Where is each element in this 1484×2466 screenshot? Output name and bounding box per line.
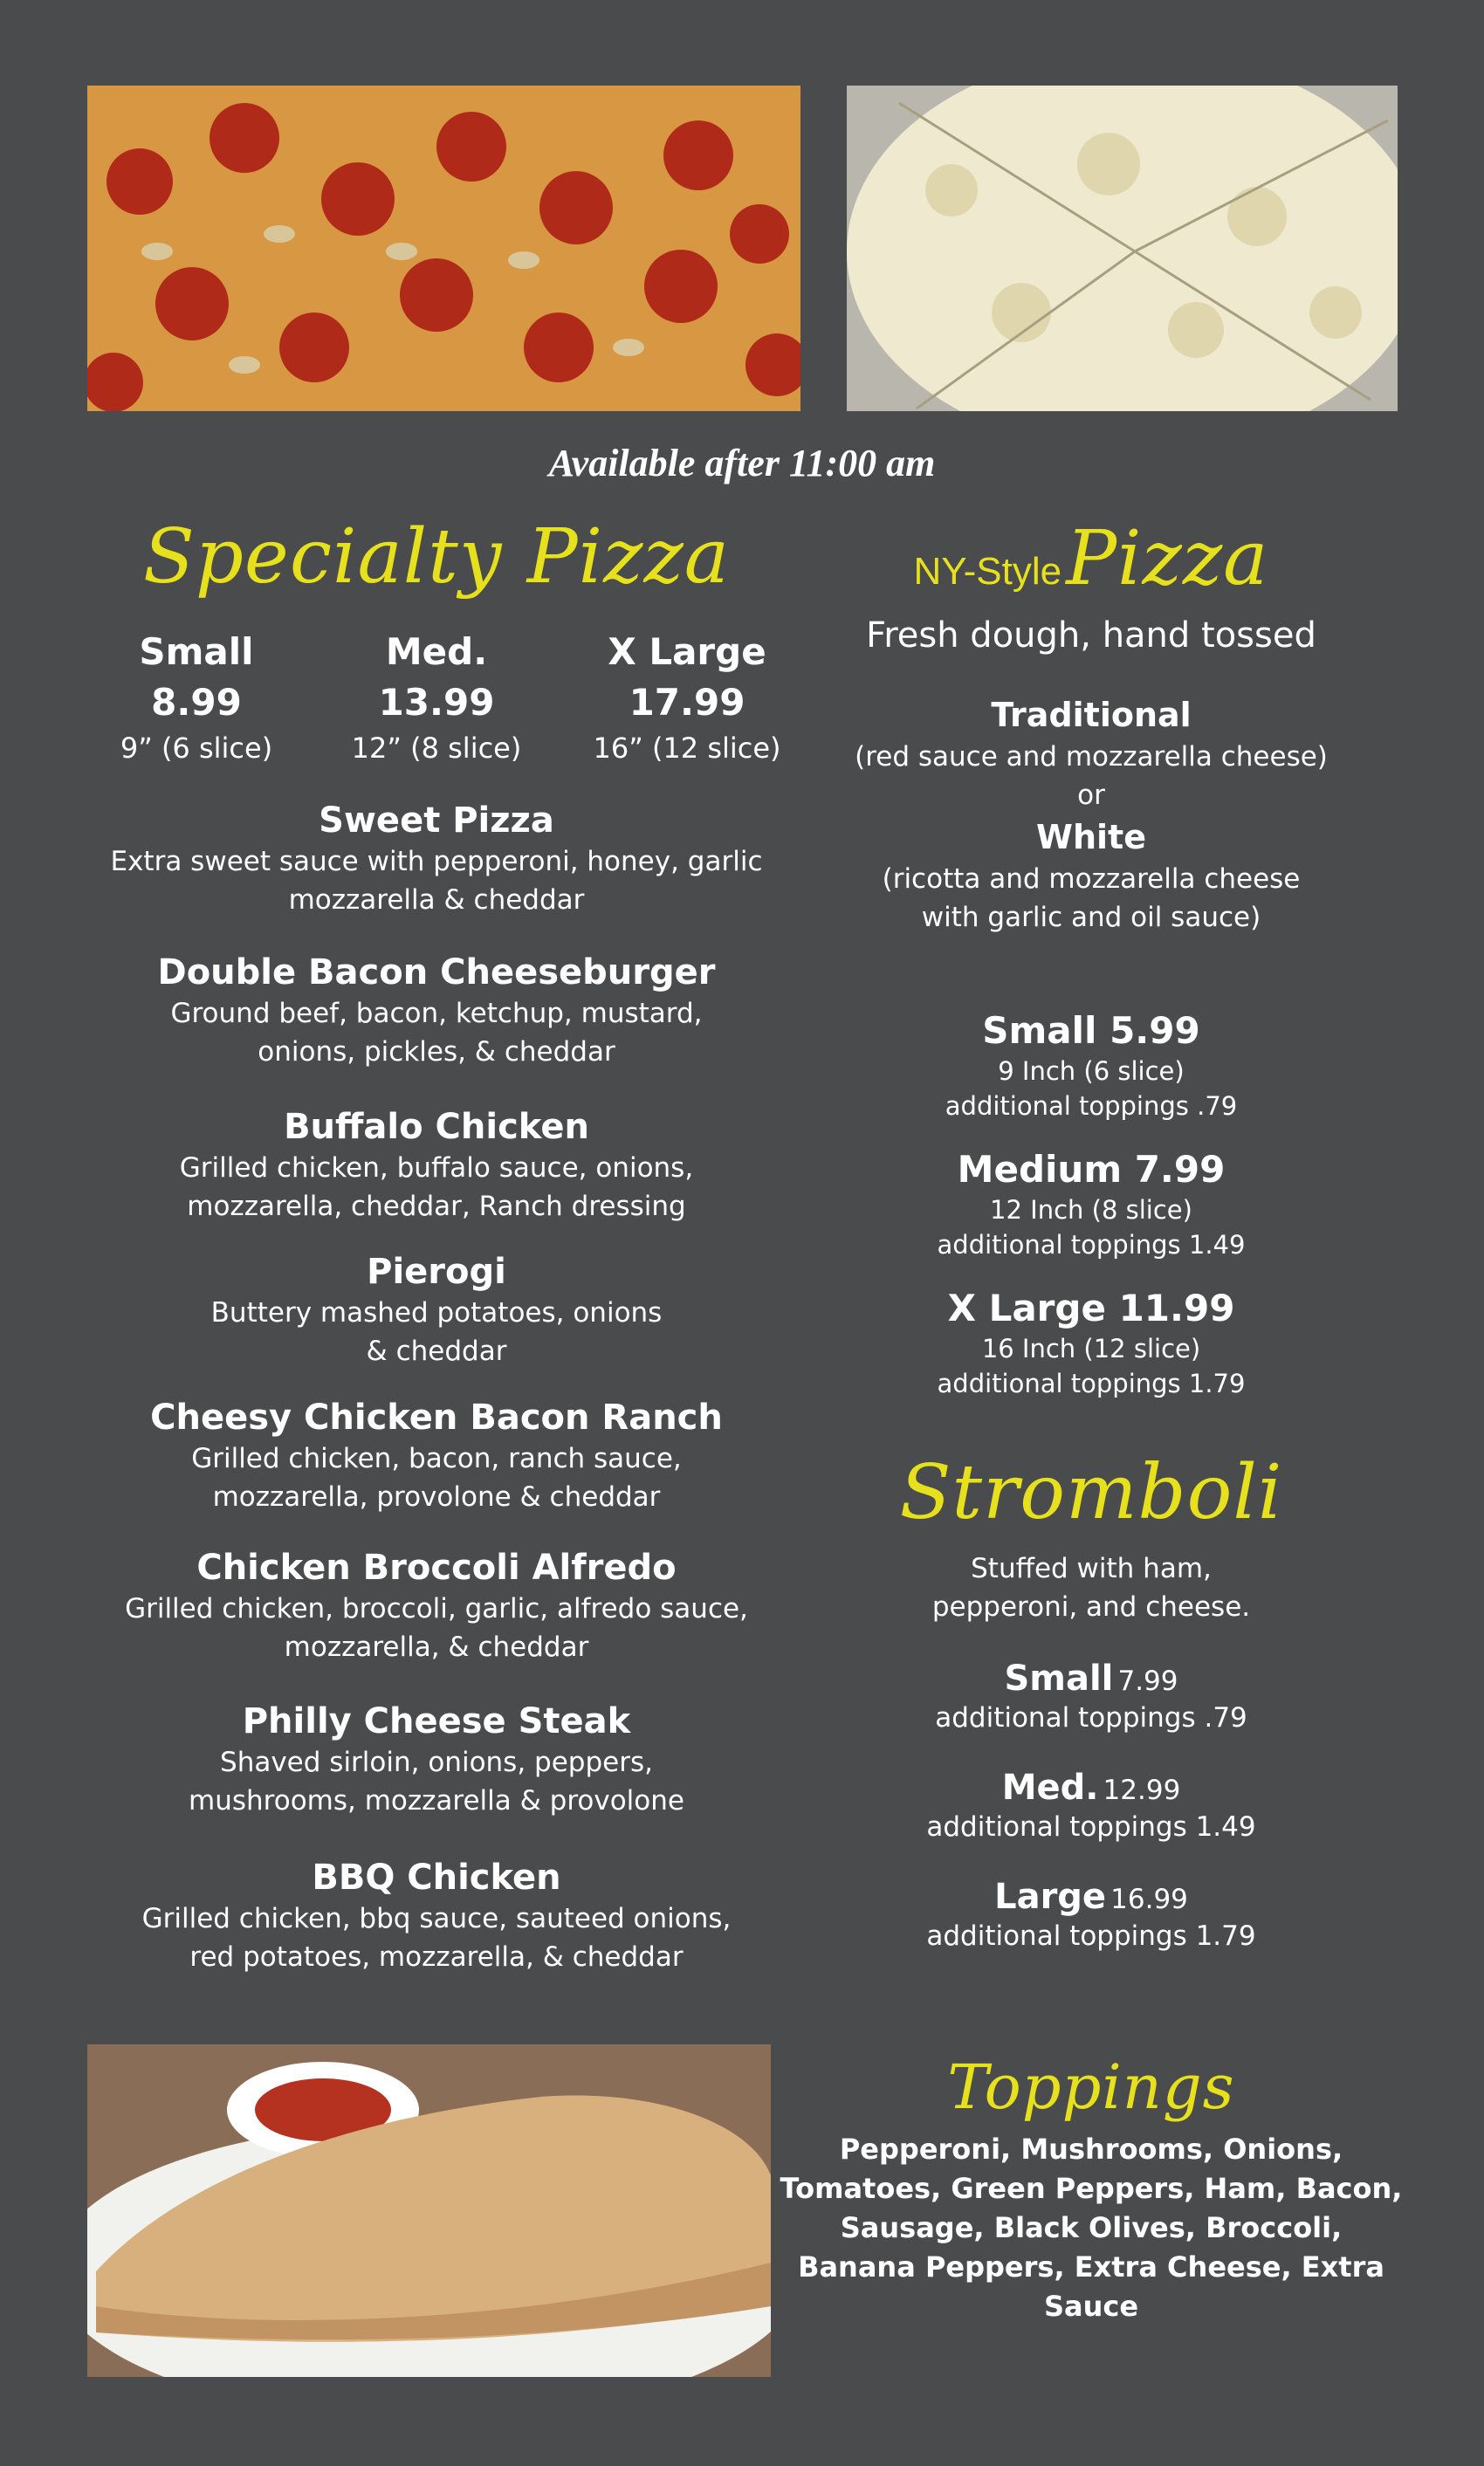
menu-item-buffalo-chicken: [87, 1105, 786, 1226]
pepperoni-pizza-photo: [87, 86, 800, 411]
ny-size-toppings: additional toppings 1.79: [937, 1369, 1246, 1398]
menu-item-chicken-broccoli-alfredo: [87, 1546, 786, 1666]
toppings-list: Pepperoni, Mushrooms, Onions, Tomatoes, Green Peppers, Ham, Bacon, Sausage, Black Olives, Broccoli, Banana Peppers, Extra Cheese, Extra Sauce: [780, 2133, 1403, 2323]
item-desc: Shaved sirloin, onions, peppers, mushrooms, mozzarella & provolone: [189, 1747, 684, 1817]
menu-item-sweet-pizza: [87, 799, 786, 919]
item-name: Cheesy Chicken Bacon Ranch: [150, 1398, 723, 1438]
specialty-size-xlarge: [565, 627, 809, 768]
ny-or-label: or: [1077, 780, 1105, 811]
item-desc: Grilled chicken, bbq sauce, sauteed onions, red potatoes, mozzarella, & cheddar: [141, 1903, 732, 1973]
stromboli-size-toppings: additional toppings .79: [935, 1702, 1247, 1734]
specialty-size-small: [74, 627, 319, 768]
item-name: Chicken Broccoli Alfredo: [196, 1548, 677, 1588]
item-name: Buffalo Chicken: [284, 1107, 589, 1147]
stromboli-desc: Stuffed with ham, pepperoni, and cheese.: [931, 1553, 1251, 1623]
menu-item-pierogi: [87, 1250, 786, 1370]
item-desc: Buttery mashed potatoes, onions & cheddar: [210, 1297, 663, 1367]
specialty-size-medium: [314, 627, 559, 768]
size-price: 13.99: [378, 681, 495, 724]
ny-white-name: White: [1036, 818, 1146, 856]
item-name: Philly Cheese Steak: [242, 1701, 631, 1741]
ny-size-desc: 16 Inch (12 slice): [981, 1334, 1201, 1364]
ny-size-toppings: additional toppings 1.49: [937, 1230, 1246, 1260]
menu-item-bbq-chicken: [87, 1856, 786, 1976]
toppings-title: Toppings: [947, 2051, 1235, 2123]
item-name: BBQ Chicken: [312, 1858, 561, 1898]
stromboli-photo: [87, 2044, 771, 2377]
specialty-pizza-title: Specialty Pizza: [142, 513, 731, 601]
item-desc: Grilled chicken, broccoli, garlic, alfredo sauce, mozzarella, & cheddar: [125, 1593, 748, 1663]
ny-size-medium: [838, 1147, 1344, 1262]
item-desc: Ground beef, bacon, ketchup, mustard, onions, pickles, & cheddar: [170, 998, 703, 1068]
size-name: X Large: [608, 630, 766, 673]
stromboli-title: Stromboli: [899, 1449, 1283, 1536]
ny-size-name: X Large 11.99: [947, 1287, 1235, 1329]
ny-size-small: [838, 1008, 1344, 1123]
stromboli-size-large: [838, 1877, 1344, 1955]
item-desc: Extra sweet sauce with pepperoni, honey, garlic mozzarella & cheddar: [110, 846, 763, 916]
size-desc: 9” (6 slice): [120, 732, 273, 765]
ny-style-prefix: NY-Style: [913, 550, 1062, 593]
ny-size-name: Small 5.99: [982, 1009, 1200, 1052]
item-desc: Grilled chicken, buffalo sauce, onions, mozzarella, cheddar, Ranch dressing: [179, 1152, 694, 1222]
ny-style-pizza-title: [838, 515, 1344, 602]
item-name: Double Bacon Cheeseburger: [157, 952, 716, 993]
ny-traditional-desc: (red sauce and mozzarella cheese): [855, 741, 1328, 773]
stromboli-size-name: Small: [1004, 1659, 1114, 1699]
ny-style-subtitle: Fresh dough, hand tossed: [866, 615, 1316, 656]
ny-traditional: [838, 692, 1344, 937]
size-price: 17.99: [629, 681, 745, 724]
availability-note: Available after 11:00 am: [548, 442, 936, 484]
size-price: 8.99: [151, 681, 242, 724]
stromboli-size-name: Large: [994, 1877, 1107, 1917]
white-pizza-photo: [847, 86, 1398, 411]
menu-item-double-bacon-cheeseburger: [87, 951, 786, 1071]
stromboli-size-price: 7.99: [1117, 1666, 1178, 1697]
size-name: Small: [139, 630, 254, 673]
stromboli-size-small: [838, 1659, 1344, 1737]
ny-size-desc: 9 Inch (6 slice): [998, 1056, 1185, 1086]
item-name: Sweet Pizza: [319, 800, 554, 841]
stromboli-size-toppings: additional toppings 1.79: [926, 1920, 1256, 1952]
stromboli-size-toppings: additional toppings 1.49: [926, 1811, 1256, 1843]
ny-style-pizza-word: Pizza: [1066, 515, 1269, 602]
menu-item-cheesy-chicken-bacon-ranch: [87, 1396, 786, 1516]
item-desc: Grilled chicken, bacon, ranch sauce, mozzarella, provolone & cheddar: [191, 1443, 682, 1513]
stromboli-size-price: 12.99: [1103, 1775, 1181, 1806]
ny-traditional-name: Traditional: [991, 696, 1192, 734]
ny-size-name: Medium 7.99: [957, 1148, 1226, 1191]
ny-size-desc: 12 Inch (8 slice): [990, 1195, 1192, 1225]
size-desc: 12” (8 slice): [351, 732, 522, 765]
stromboli-size-price: 16.99: [1110, 1884, 1188, 1915]
item-name: Pierogi: [367, 1252, 506, 1292]
menu-item-philly-cheese-steak: [87, 1700, 786, 1820]
size-name: Med.: [385, 630, 488, 673]
ny-size-toppings: additional toppings .79: [945, 1091, 1238, 1121]
stromboli-size-medium: [838, 1768, 1344, 1846]
ny-white-desc: (ricotta and mozzarella cheese with garlic and oil sauce): [882, 863, 1301, 933]
stromboli-size-name: Med.: [1001, 1768, 1099, 1808]
ny-size-xlarge: [838, 1286, 1344, 1401]
size-desc: 16” (12 slice): [593, 732, 781, 765]
